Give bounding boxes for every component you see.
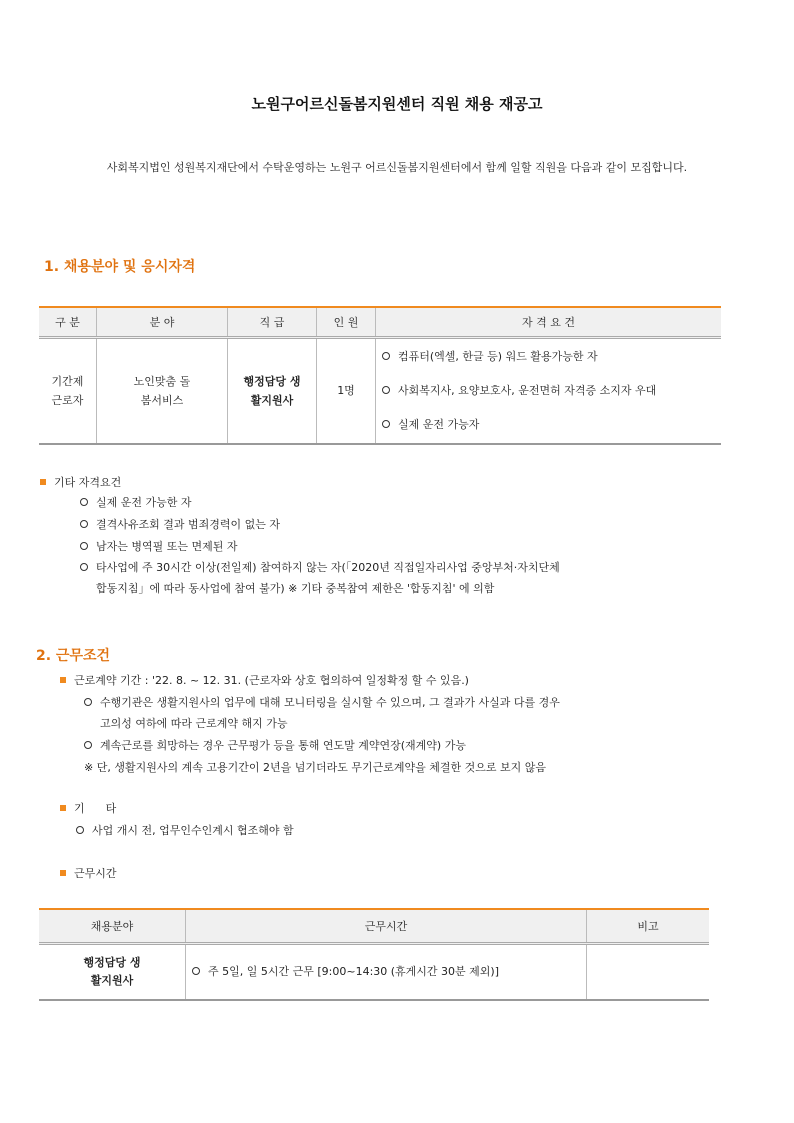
circle-bullet-icon <box>382 420 390 428</box>
section-1-heading: 1. 채용분야 및 응시자격 <box>44 259 196 275</box>
header-requirements: 자 격 요 건 <box>376 307 722 338</box>
other-item: 결격사유조회 결과 범죄경력이 없는 자 <box>80 516 280 532</box>
page-title: 노원구어르신돌봄지원센터 직원 채용 재공고 <box>251 95 543 113</box>
other-item: 실제 운전 가능한 자 <box>80 494 192 510</box>
cell-count: 1명 <box>317 338 376 445</box>
cell-field <box>39 944 186 1001</box>
other-item: 타사업에 주 30시간 이상(전일제) 참여하지 않는 자(「2020년 직접일자리사업 중앙부처·자치단체 <box>80 559 560 575</box>
header-field: 채용분야 <box>39 909 186 944</box>
cell-field <box>97 338 228 445</box>
square-bullet-icon <box>60 870 66 876</box>
square-bullet-icon <box>40 479 46 485</box>
requirement-item: 컴퓨터(엑셀, 한글 등) 워드 활용가능한 자 <box>382 340 720 374</box>
contract-item: 계속근로를 희망하는 경우 근무평가 등을 통해 연도말 계약연장(재계약) 가능 <box>84 737 466 753</box>
header-note: 비고 <box>587 909 710 944</box>
cell-note <box>587 944 710 1001</box>
work-hours-table <box>39 908 709 1001</box>
hours-field-value: 행정담당 생활지원사 <box>83 956 141 987</box>
contract-period: 근로계약 기간 : '22. 8. ~ 12. 31. (근로자와 상호 협의하여 일정확정 할 수 있음.) <box>60 672 469 688</box>
cell-grade <box>228 338 317 445</box>
header-field: 분 야 <box>97 307 228 338</box>
other-item: 남자는 병역필 또는 면제된 자 <box>80 538 238 554</box>
circle-bullet-icon <box>80 498 88 506</box>
circle-bullet-icon <box>382 386 390 394</box>
header-category: 구 분 <box>39 307 97 338</box>
contract-note: ※ 단, 생활지원사의 계속 고용기간이 2년을 넘기더라도 무기근로계약을 체결한 것으로 보지 않음 <box>84 761 546 774</box>
square-bullet-icon <box>60 805 66 811</box>
other-requirements-label: 기타 자격요건 <box>40 474 121 490</box>
contract-item: 수행기관은 생활지원사의 업무에 대해 모니터링을 실시할 수 있으며, 그 결과가 사실과 다를 경우 <box>84 694 560 710</box>
table-row <box>39 944 709 1001</box>
other-item-continued: 합동지침」에 따라 동사업에 참여 불가) ※ 기타 중복참여 제한은 '합동지침' 에 의함 <box>96 582 495 595</box>
cell-requirements <box>376 338 722 445</box>
circle-bullet-icon <box>84 698 92 706</box>
circle-bullet-icon <box>80 542 88 550</box>
square-bullet-icon <box>60 677 66 683</box>
recruitment-table <box>39 306 721 445</box>
work-hours-label: 근무시간 <box>60 865 117 881</box>
requirement-item: 실제 운전 가능자 <box>382 408 720 442</box>
section-2-heading: 2. 근무조건 <box>36 648 111 664</box>
category-value: 기간제 근로자 <box>51 374 84 407</box>
circle-bullet-icon <box>80 563 88 571</box>
table-row <box>39 338 721 445</box>
circle-bullet-icon <box>76 826 84 834</box>
grade-value: 행정담당 생활지원사 <box>243 374 301 407</box>
contract-item-continued: 고의성 여하에 따라 근로계약 해지 가능 <box>100 717 288 730</box>
cell-hours: 주 5일, 일 5시간 근무 [9:00~14:30 (휴게시간 30분 제외)] <box>186 944 587 1001</box>
cell-category <box>39 338 97 445</box>
etc-item: 사업 개시 전, 업무인수인계시 협조해야 함 <box>76 822 294 838</box>
header-hours: 근무시간 <box>186 909 587 944</box>
circle-bullet-icon <box>84 741 92 749</box>
circle-bullet-icon <box>80 520 88 528</box>
field-value: 노인맞춤 돌봄서비스 <box>133 374 191 407</box>
intro-text: 사회복지법인 성원복지재단에서 수탁운영하는 노원구 어르신돌봄지원센터에서 함께 일할 직원을 다음과 같이 모집합니다. <box>106 161 688 174</box>
etc-label: 기 타 <box>60 800 116 816</box>
circle-bullet-icon <box>382 352 390 360</box>
circle-bullet-icon <box>192 967 200 975</box>
header-grade: 직 급 <box>228 307 317 338</box>
header-count: 인 원 <box>317 307 376 338</box>
requirement-item: 사회복지사, 요양보호사, 운전면허 자격증 소지자 우대 <box>382 374 720 408</box>
